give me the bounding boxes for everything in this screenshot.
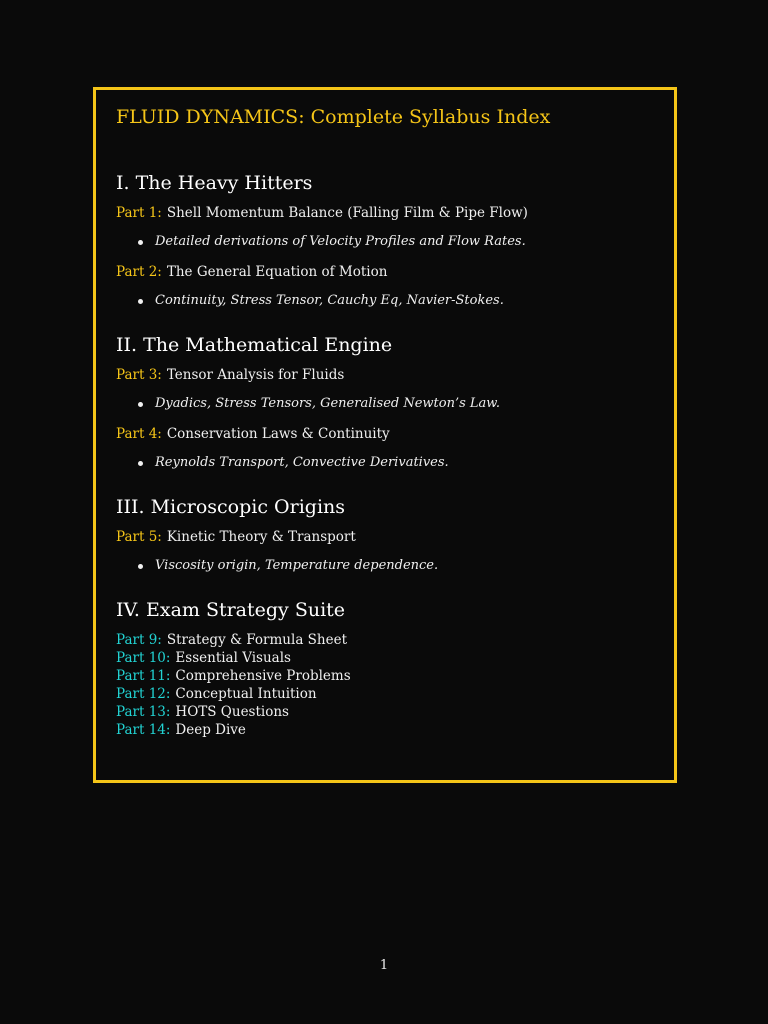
- part-title: Conceptual Intuition: [175, 686, 317, 702]
- part-bullet: [116, 292, 664, 310]
- part-entry: [116, 425, 664, 443]
- section-heading: II. The Mathematical Engine: [116, 334, 393, 356]
- bullet-icon: [138, 461, 143, 466]
- syllabus-content: [116, 104, 664, 739]
- syllabus-frame: [93, 87, 677, 783]
- part-label: Part 11:: [116, 668, 171, 684]
- part-entry: [116, 667, 664, 685]
- section-microscopic-origins: [116, 494, 664, 575]
- part-title: Deep Dive: [175, 722, 246, 738]
- part-label: Part 10:: [116, 650, 171, 666]
- bullet-icon: [138, 402, 143, 407]
- part-entry: [116, 685, 664, 703]
- part-label: Part 2:: [116, 264, 162, 280]
- section-heading: I. The Heavy Hitters: [116, 172, 313, 194]
- part-label: Part 12:: [116, 686, 171, 702]
- page-number: 1: [379, 958, 389, 973]
- part-label: Part 3:: [116, 367, 162, 383]
- part-title: Comprehensive Problems: [175, 668, 351, 684]
- part-entry: [116, 649, 664, 667]
- part-title: Essential Visuals: [175, 650, 291, 666]
- section-mathematical-engine: [116, 332, 664, 472]
- part-bullet: [116, 454, 664, 472]
- part-entry: [116, 528, 664, 546]
- part-label: Part 1:: [116, 205, 162, 221]
- bullet-text: Reynolds Transport, Convective Derivatives.: [155, 455, 449, 470]
- bullet-icon: [138, 299, 143, 304]
- part-bullet: [116, 557, 664, 575]
- part-entry: [116, 631, 664, 649]
- bullet-text: Detailed derivations of Velocity Profiles and Flow Rates.: [155, 234, 526, 249]
- part-label: Part 14:: [116, 722, 171, 738]
- section-heading: III. Microscopic Origins: [116, 496, 346, 518]
- part-bullet: [116, 233, 664, 251]
- part-entry: [116, 366, 664, 384]
- part-bullet: [116, 395, 664, 413]
- part-title: HOTS Questions: [175, 704, 289, 720]
- part-title: The General Equation of Motion: [166, 264, 388, 280]
- bullet-icon: [138, 564, 143, 569]
- part-title: Kinetic Theory & Transport: [166, 529, 356, 545]
- part-title: Conservation Laws & Continuity: [166, 426, 390, 442]
- bullet-text: Continuity, Stress Tensor, Cauchy Eq, Navier-Stokes.: [155, 293, 504, 308]
- part-entry: [116, 204, 664, 222]
- section-heavy-hitters: [116, 170, 664, 310]
- part-label: Part 4:: [116, 426, 162, 442]
- part-title: Shell Momentum Balance (Falling Film & Pipe Flow): [166, 205, 528, 221]
- bullet-text: Viscosity origin, Temperature dependence.: [155, 558, 439, 573]
- part-entry: [116, 263, 664, 281]
- section-heading: IV. Exam Strategy Suite: [116, 599, 346, 621]
- section-exam-strategy-suite: [116, 597, 664, 739]
- part-entry: [116, 703, 664, 721]
- part-entry: [116, 721, 664, 739]
- part-label: Part 9:: [116, 632, 162, 648]
- page-title: FLUID DYNAMICS: Complete Syllabus Index: [116, 106, 551, 128]
- part-title: Tensor Analysis for Fluids: [166, 367, 345, 383]
- part-label: Part 13:: [116, 704, 171, 720]
- bullet-text: Dyadics, Stress Tensors, Generalised Newton’s Law.: [155, 396, 501, 411]
- bullet-icon: [138, 240, 143, 245]
- part-label: Part 5:: [116, 529, 162, 545]
- part-title: Strategy & Formula Sheet: [166, 632, 348, 648]
